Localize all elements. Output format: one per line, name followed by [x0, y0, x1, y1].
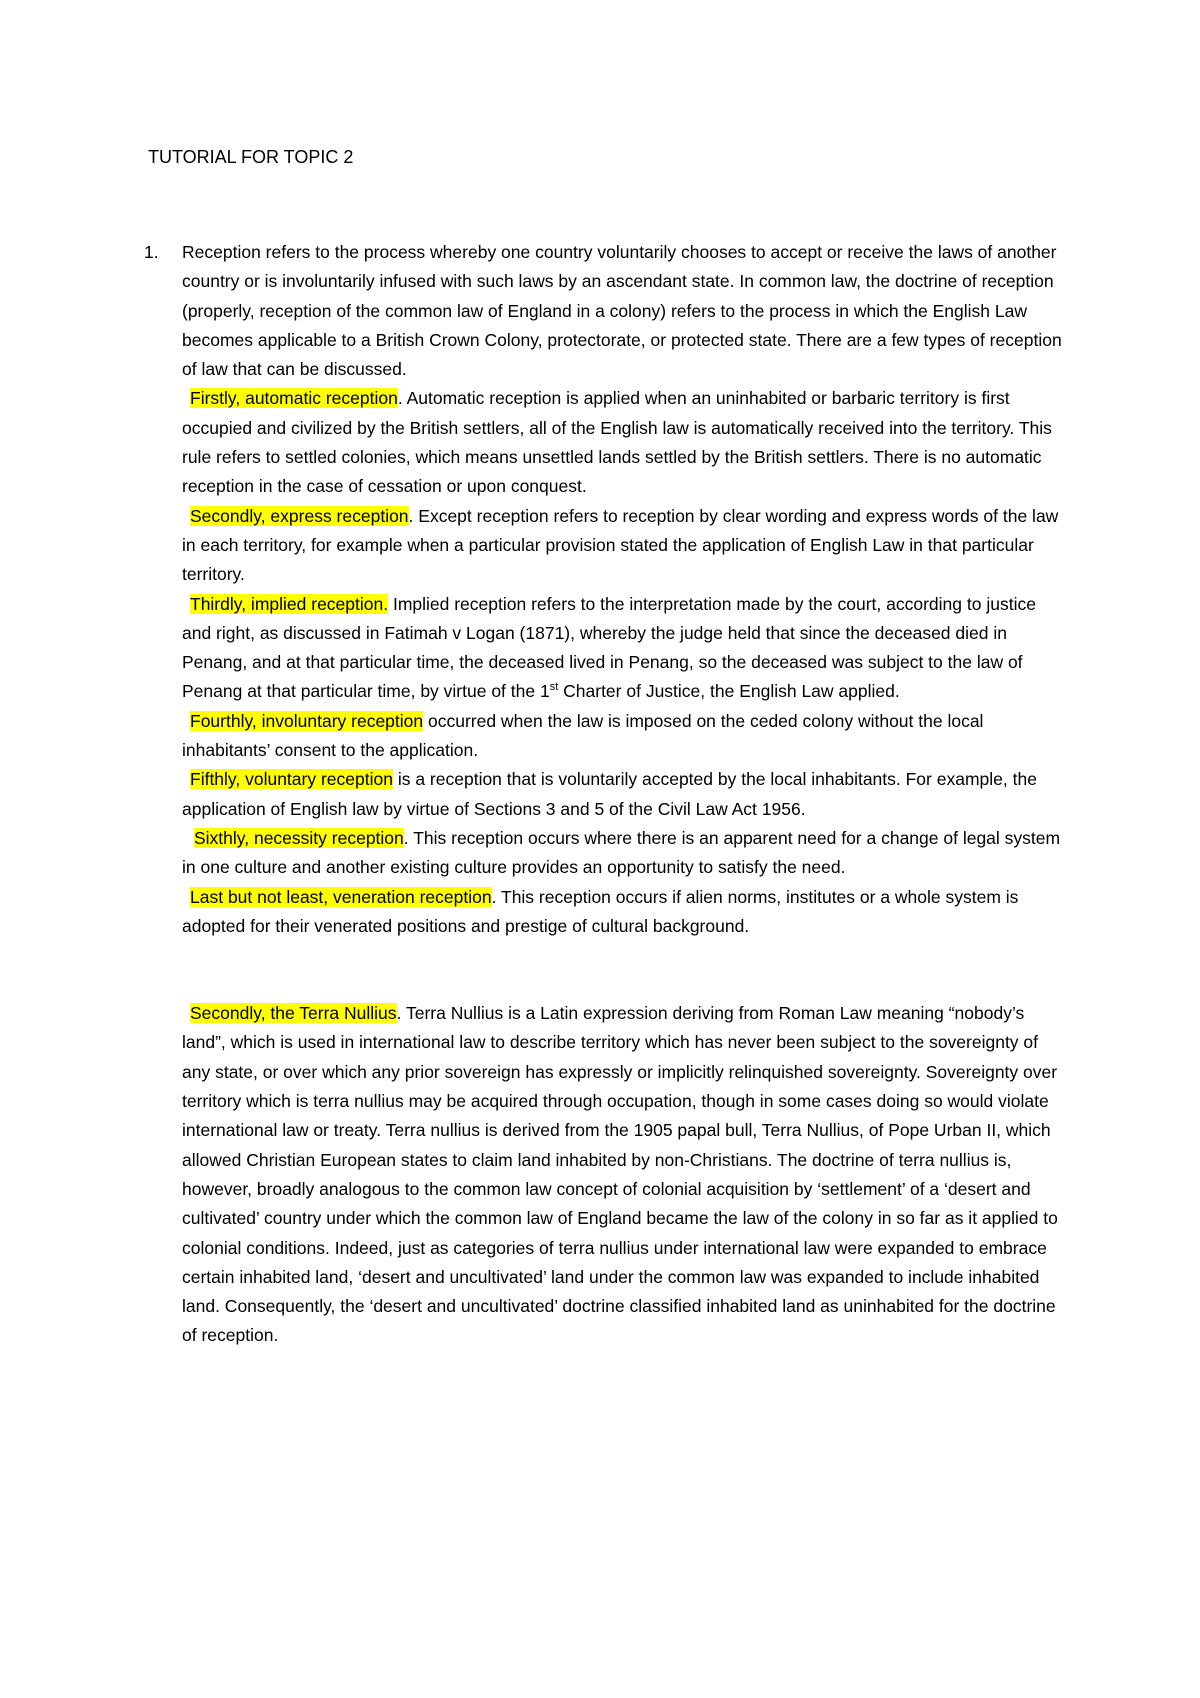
text-voluntary-reception: is a reception that is voluntarily accepted by the local inhabitants. For example, the application of English law by virtue of Sections 3 and 5 of the Civil Law Act 1956.: [182, 769, 1037, 819]
intro-paragraph: Reception refers to the process whereby one country voluntarily chooses to accept or receive the laws of another country or is involuntarily infused with such laws by an ascendant state. In common law, the doctrine of reception (properly, reception of the common law of England in a colony) refers to the process in which the English Law becomes applicable to a British Crown Colony, protectorate, or protected state. There are a few types of reception of law that can be discussed.: [182, 242, 1062, 380]
list-item-number: 1.: [144, 242, 159, 262]
document-body: [144, 238, 1062, 1351]
text-express-reception: . Except reception refers to reception by clear wording and express words of the law in each territory, for example when a particular provision stated the application of English Law in that particular territory.: [182, 505, 1059, 585]
text-implied-reception: Implied reception refers to the interpretation made by the court, according to justice and right, as discussed in Fatimah v Logan (1871), whereby the judge held that since the deceased died in Penang, and at that particular time, the deceased lived in Penang, so the deceased was subject to the law of Penang at that particular time, by virtue of the 1: [182, 593, 1036, 702]
text-automatic-reception: . Automatic reception is applied when an uninhabited or barbaric territory is first occupied and civilized by the British settlers, all of the English law is automatically received into the territory. This rule refers to settled colonies, which means unsettled lands settled by the British settlers. There is no automatic reception in the case of cessation or upon conquest.: [182, 388, 1052, 497]
text-implied-reception-end: Charter of Justice, the English Law applied.: [558, 681, 900, 702]
highlight-necessity-reception: Sixthly, necessity reception: [194, 827, 404, 848]
highlight-express-reception: Secondly, express reception: [190, 505, 409, 526]
text-terra-nullius: . Terra Nullius is a Latin expression deriving from Roman Law meaning “nobody’s land”, which is used in international law to describe territory which has never been subject to the sovereignty of any state, or over which any prior sovereign has expressly or implicitly relinquished sovereignty. Sovereignty over territory which is terra nullius may be acquired through occupation, though in some cases doing so would violate international law or treaty. Terra nullius is derived from the 1905 papal bull, Terra Nullius, of Pope Urban II, which allowed Christian European states to claim land inhabited by non-Christians. The doctrine of terra nullius is, however, broadly analogous to the common law concept of colonial acquisition by ‘settlement’ of a ‘desert and cultivated’ country under which the common law of England became the law of the colony in so far as it applied to colonial conditions. Indeed, just as categories of terra nullius under international law were expanded to embrace certain inhabited land, ‘desert and uncultivated’ land under the common law was expanded to include inhabited land. Consequently, the ‘desert and uncultivated’ doctrine classified inhabited land as uninhabited for the doctrine of reception.: [182, 1003, 1058, 1346]
paragraph-veneration-reception: [182, 883, 1062, 942]
highlight-terra-nullius: Secondly, the Terra Nullius: [190, 1003, 397, 1024]
document-title: TUTORIAL FOR TOPIC 2: [148, 147, 354, 167]
paragraph-voluntary-reception: [182, 765, 1062, 824]
paragraph-terra-nullius: [182, 999, 1062, 1351]
superscript-st: st: [549, 681, 559, 694]
paragraph-necessity-reception: [182, 824, 1062, 883]
text-involuntary-reception: occurred when the law is imposed on the ceded colony without the local inhabitants’ consent to the application.: [182, 710, 984, 761]
paragraph-involuntary-reception: [182, 707, 1062, 766]
highlight-voluntary-reception: Fifthly, voluntary reception: [190, 769, 393, 790]
text-necessity-reception: . This reception occurs where there is an apparent need for a change of legal system in one culture and another existing culture provides an opportunity to satisfy the need.: [182, 827, 1061, 878]
paragraph-automatic-reception: [182, 384, 1062, 501]
paragraph-express-reception: [182, 502, 1062, 590]
highlight-involuntary-reception: Fourthly, involuntary reception: [190, 710, 424, 731]
highlight-implied-reception: Thirdly, implied reception.: [190, 593, 389, 614]
highlight-automatic-reception: Firstly, automatic reception: [190, 388, 398, 409]
text-veneration-reception: . This reception occurs if alien norms, institutes or a whole system is adopted for their venerated positions and prestige of cultural background.: [182, 886, 1019, 936]
paragraph-spacer: [182, 941, 1062, 999]
highlight-veneration-reception: Last but not least, veneration reception: [190, 886, 492, 907]
paragraph-implied-reception: [182, 590, 1062, 707]
